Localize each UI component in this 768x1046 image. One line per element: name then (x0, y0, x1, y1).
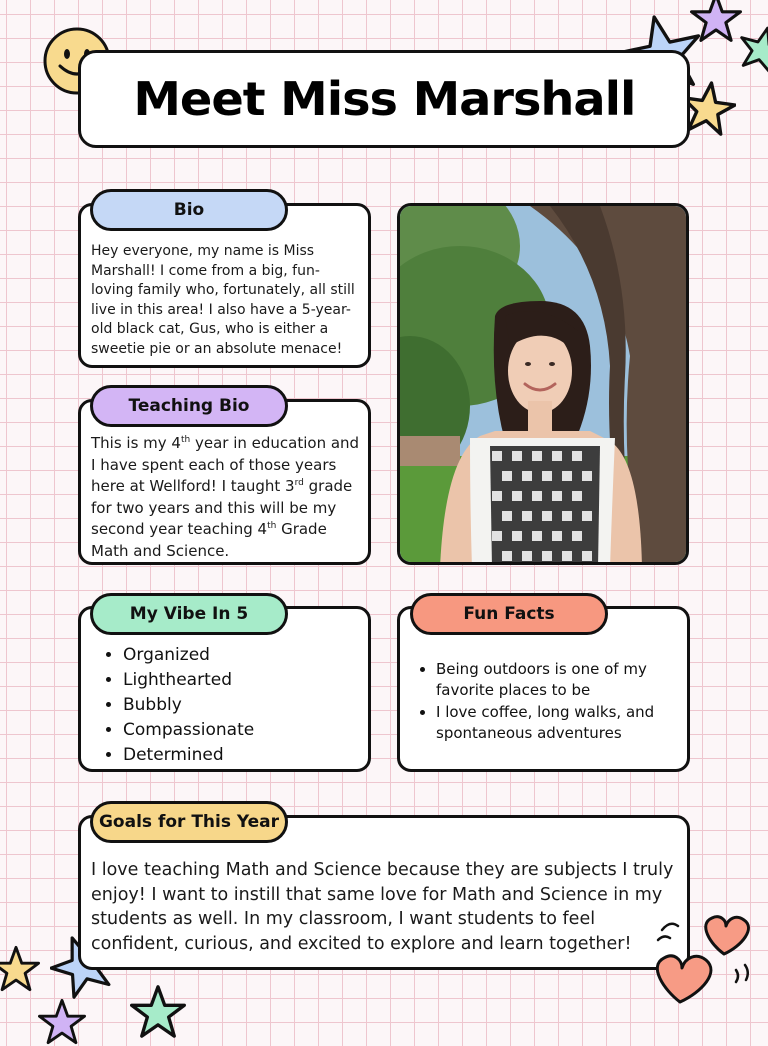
list-item: • Being outdoors is one of my favorite places to be (436, 659, 694, 701)
star-icon (130, 984, 186, 1040)
bio-label: Bio (90, 189, 288, 231)
list-item: • Lighthearted (123, 668, 254, 693)
teaching-bio-segment: year in education and I have spent each of those years here at Wellford! I taught 3 (91, 434, 360, 495)
vibe-label: My Vibe In 5 (90, 593, 288, 635)
teaching-bio-segment: This is my 4 (91, 434, 181, 452)
ordinal-suffix: th (267, 521, 277, 531)
ordinal-suffix: th (180, 435, 191, 445)
teaching-bio-label: Teaching Bio (90, 385, 288, 427)
teaching-bio-segment: grade for two years and this will be my second year teaching 4 (91, 477, 353, 538)
bio-text: Hey everyone, my name is Miss Marshall! I come from a big, fun-loving family who, fortunately, all still live in this area! I also have a 5-year-old black cat, Gus, who is either a sweetie pie or an absolute menace! (91, 243, 355, 357)
teaching-bio-text (91, 433, 366, 562)
page-title: Meet Miss Marshall (132, 72, 635, 126)
heart-icon (650, 910, 768, 1010)
list-item: • Determined (123, 743, 254, 768)
star-icon (738, 22, 768, 76)
goals-text: I love teaching Math and Science because they are subjects I truly enjoy! I want to instill that same love for Math and Science in my students as well. In my classroom, I want students to feel confident, curious, and excited to explore and learn together! (91, 860, 674, 954)
fun-facts-list (414, 659, 694, 745)
list-item: • Organized (123, 643, 254, 668)
photo-illustration (400, 206, 689, 565)
teacher-photo (397, 203, 689, 565)
star-icon (0, 942, 40, 996)
goals-label: Goals for This Year (90, 801, 288, 843)
star-icon (690, 0, 742, 44)
teaching-bio-segment: Grade Math and Science. (91, 520, 327, 560)
list-item: • Compassionate (123, 718, 254, 743)
fun-facts-label: Fun Facts (410, 593, 608, 635)
ordinal-suffix: rd (294, 478, 304, 488)
list-item: • I love coffee, long walks, and spontaneous adventures (436, 702, 694, 744)
star-icon (38, 998, 86, 1046)
vibe-list (101, 643, 254, 768)
list-item: • Bubbly (123, 693, 254, 718)
title-card (78, 50, 690, 148)
